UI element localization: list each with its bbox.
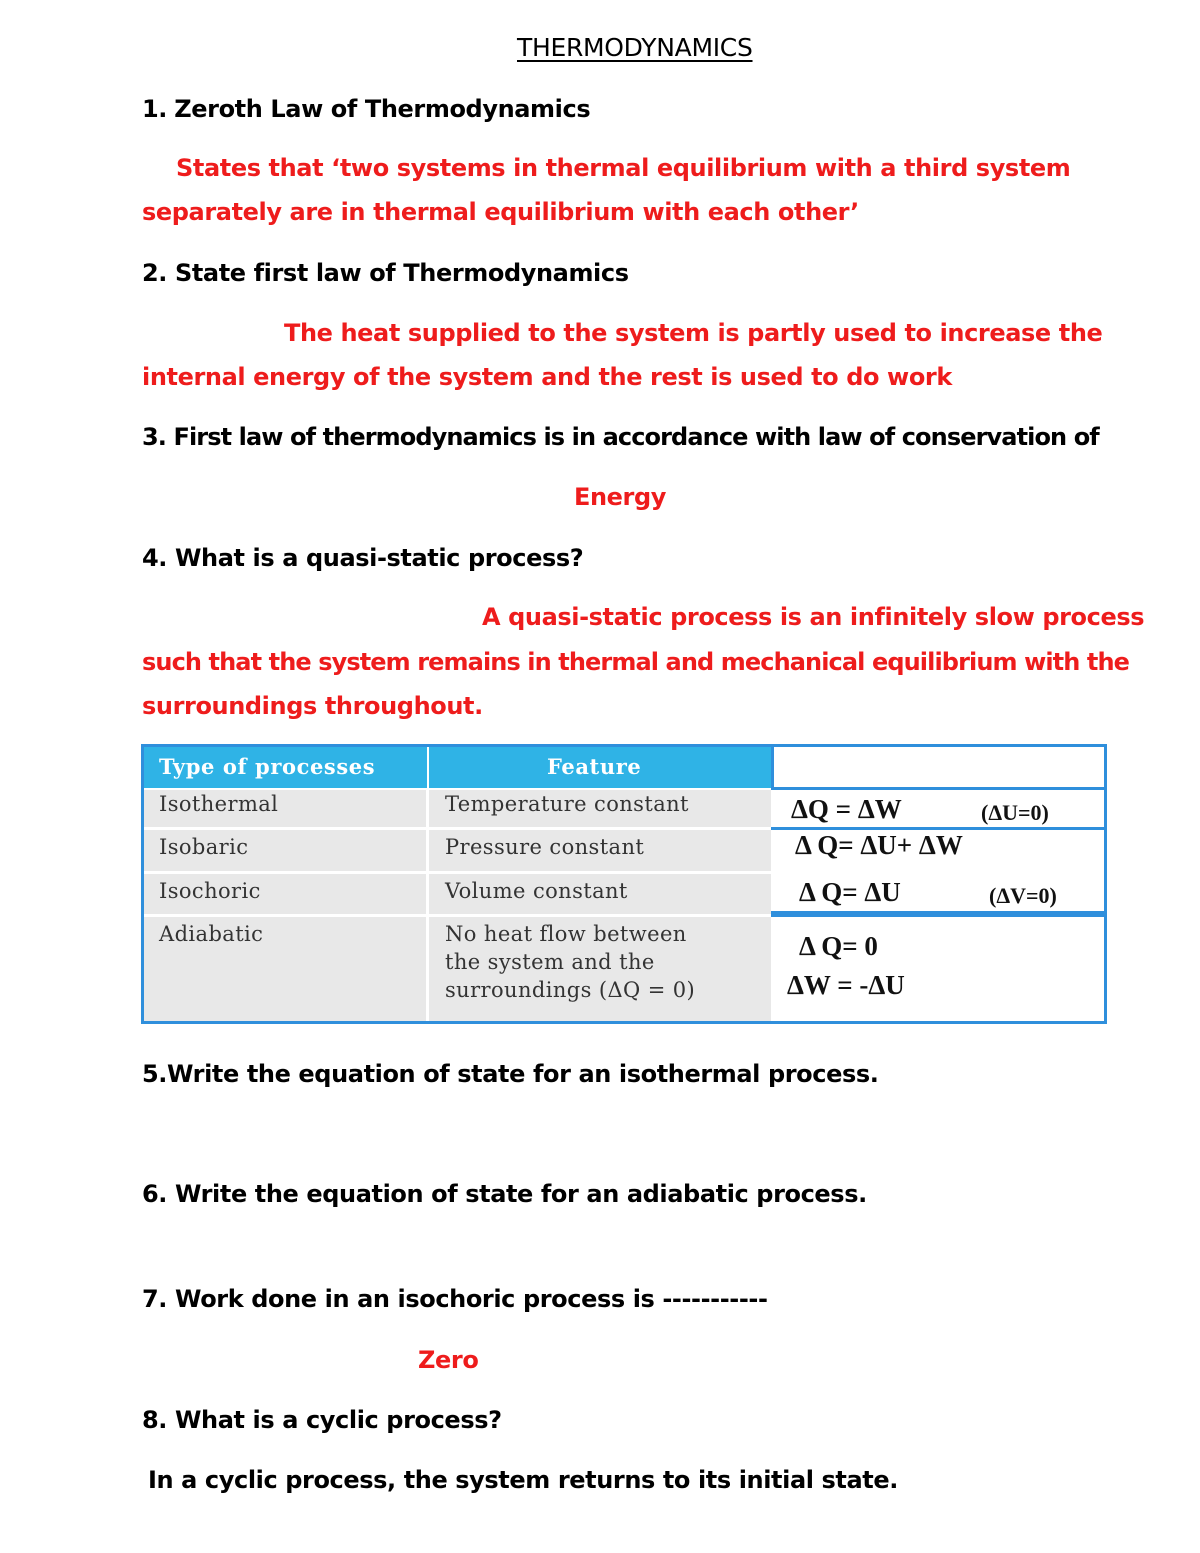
row-adiabatic-feature-line-1: No heat flow between bbox=[445, 922, 687, 946]
row-adiabatic-equation-2: ΔW = -ΔU bbox=[787, 970, 905, 1000]
question-3: 3. First law of thermodynamics is in accordance with law of conservation of bbox=[142, 423, 1099, 451]
answer-1-line-2: separately are in thermal equilibrium with each other’ bbox=[142, 198, 859, 226]
row-isobaric-equation: Δ Q= ΔU+ ΔW bbox=[795, 830, 963, 860]
row-isothermal-type: Isothermal bbox=[159, 792, 279, 816]
row-adiabatic-equation-1: Δ Q= 0 bbox=[799, 931, 878, 961]
table-border-bottom bbox=[141, 1021, 771, 1024]
row-isochoric-feature: Volume constant bbox=[445, 879, 628, 903]
question-1-number: 1. bbox=[142, 95, 168, 123]
row-isothermal-equation: ΔQ = ΔW bbox=[791, 794, 902, 824]
process-table bbox=[141, 744, 1107, 1024]
row-isothermal-feature: Temperature constant bbox=[445, 792, 689, 816]
question-6: 6. Write the equation of state for an adiabatic process. bbox=[142, 1180, 867, 1208]
question-1-text: Zeroth Law of Thermodynamics bbox=[174, 95, 591, 123]
question-5: 5.Write the equation of state for an isothermal process. bbox=[142, 1060, 879, 1088]
answer-4-line-2: such that the system remains in thermal and mechanical equilibrium with the bbox=[142, 648, 1130, 676]
answer-4-line-1: A quasi-static process is an infinitely slow process bbox=[482, 603, 1145, 631]
row-adiabatic-feature-line-3: surroundings (ΔQ = 0) bbox=[445, 978, 696, 1002]
answer-3: Energy bbox=[574, 483, 667, 511]
answer-4-line-3: surroundings throughout. bbox=[142, 692, 483, 720]
table-border-right bbox=[1104, 830, 1107, 872]
row-adiabatic-type: Adiabatic bbox=[159, 922, 264, 946]
question-2: 2. State first law of Thermodynamics bbox=[142, 259, 629, 287]
question-7: 7. Work done in an isochoric process is ----------- bbox=[142, 1285, 768, 1313]
row-divider bbox=[143, 914, 771, 917]
answer-8: In a cyclic process, the system returns to its initial state. bbox=[148, 1466, 898, 1494]
row-divider bbox=[143, 827, 771, 830]
question-8: 8. What is a cyclic process? bbox=[142, 1406, 502, 1434]
table-border-left bbox=[141, 744, 144, 1024]
row-adiabatic-feature bbox=[429, 920, 771, 1004]
table-header-equation bbox=[771, 744, 1107, 790]
answer-7: Zero bbox=[418, 1346, 479, 1374]
row-isobaric-feature: Pressure constant bbox=[445, 835, 645, 859]
table-header-type: Type of processes bbox=[143, 746, 427, 788]
row-isobaric-type: Isobaric bbox=[159, 835, 249, 859]
row-isochoric-type: Isochoric bbox=[159, 879, 261, 903]
answer-1-line-1: States that ‘two systems in thermal equilibrium with a third system bbox=[176, 154, 1071, 182]
row-isothermal-note: (ΔU=0) bbox=[981, 800, 1049, 825]
table-header-feature: Feature bbox=[429, 746, 771, 788]
answer-2-line-2: internal energy of the system and the rest is used to do work bbox=[142, 363, 952, 391]
question-4: 4. What is a quasi-static process? bbox=[142, 544, 584, 572]
row-isochoric-note: (ΔV=0) bbox=[989, 883, 1057, 908]
row-isochoric-equation: Δ Q= ΔU bbox=[799, 877, 901, 907]
answer-2-line-1: The heat supplied to the system is partly used to increase the bbox=[284, 319, 1103, 347]
row-divider bbox=[143, 871, 771, 874]
page-title: THERMODYNAMICS bbox=[517, 33, 753, 62]
table-border-top bbox=[141, 744, 771, 747]
row-adiabatic-feature-line-2: the system and the bbox=[445, 950, 655, 974]
question-1 bbox=[142, 94, 590, 124]
